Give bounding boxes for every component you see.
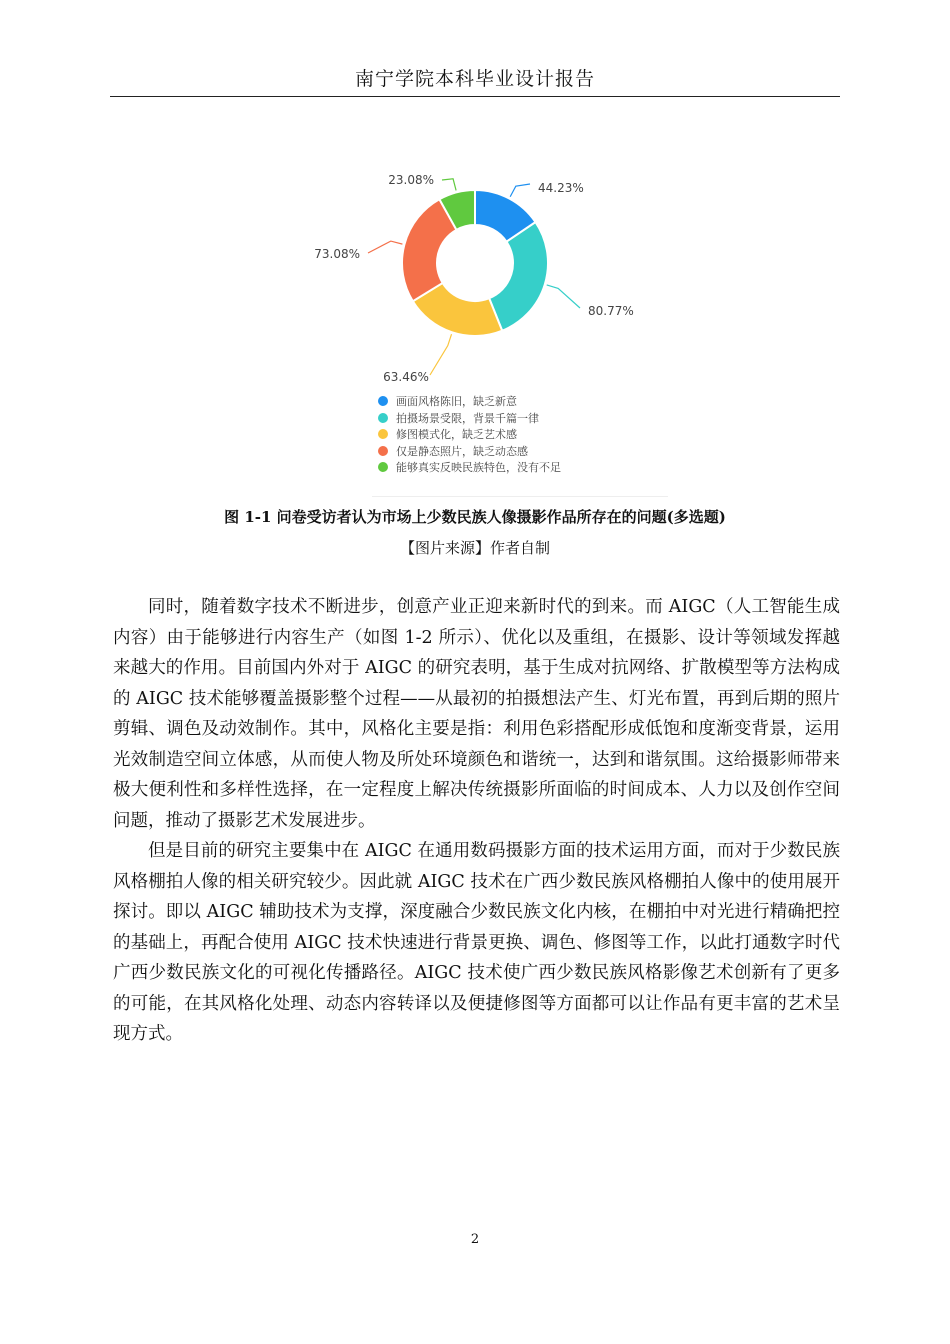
chart-legend [378,393,561,476]
figure-caption: 图 1-1 问卷受访者认为市场上少数民族人像摄影作品所存在的问题(多选题) [224,508,726,526]
legend-swatch [378,429,388,439]
data-label: 63.46% [383,370,429,384]
data-label: 23.08% [388,173,434,187]
legend-item [378,443,561,460]
legend-item [378,459,561,476]
leader-line [510,184,530,197]
figure-divider [372,496,668,497]
leader-line [368,241,402,253]
legend-swatch [378,446,388,456]
legend-swatch [378,396,388,406]
header-divider [110,96,840,97]
paragraph: 但是目前的研究主要集中在 AIGC 在通用数码摄影方面的技术运用方面，而对于少数民族风格棚拍人像的相关研究较少。因此就 AIGC 技术在广西少数民族风格棚拍人像中的使用展开探讨。即以 AIGC 辅助技术为支撑，深度融合少数民族文化内核，在棚拍中对光进行精确把控的基础上，再配合使用 AIGC 技术快速进行背景更换、调色、修图等工作，以此打通数字时代广西少数民族文化的可视化传播路径。AIGC 技术使广西少数民族风格影像艺术创新有了更多的可能，在其风格化处理、动态内容转译以及便捷修图等方面都可以让作品有更丰富的艺术呈现方式。 [113,841,840,1044]
legend-label: 修图模式化，缺乏艺术感 [396,428,517,442]
legend-swatch [378,462,388,472]
figure-source: 【图片来源】作者自制 [399,539,550,557]
legend-label: 画面风格陈旧，缺乏新意 [396,395,517,409]
data-label: 80.77% [588,304,634,318]
page-header-title: 南宁学院本科毕业设计报告 [354,68,595,90]
data-label: 73.08% [314,247,360,261]
legend-label: 能够真实反映民族特色，没有不足 [396,461,561,475]
paragraph: 同时，随着数字技术不断进步，创意产业正迎来新时代的到来。而 AIGC（人工智能生成内容）由于能够进行内容生产（如图 1-2 所示）、优化以及重组，在摄影、设计等领域发挥越来越大的作用。目前国内外对于 AIGC 的研究表明，基于生成对抗网络、扩散模型等方法构成的 AIGC 技术能够覆盖摄影整个过程——从最初的拍摄想法产生、灯光布置，再到后期的照片剪辑、调色及动效制作。其中，风格化主要是指：利用色彩搭配形成低饱和度渐变背景，运用光效制造空间立体感，从而使人物及所处环境颜色和谐统一，达到和谐氛围。这给摄影师带来极大便利性和多样性选择，在一定程度上解决传统摄影所面临的时间成本、人力以及创作空间问题，推动了摄影艺术发展进步。 [113,597,840,831]
page-number: 2 [470,1232,480,1247]
legend-label: 仅是静态照片，缺乏动态感 [396,444,528,458]
legend-label: 拍摄场景受限，背景千篇一律 [396,411,539,425]
legend-item [378,410,561,427]
legend-item [378,426,561,443]
donut-slice [489,222,548,331]
leader-line [430,334,452,375]
legend-item [378,393,561,410]
legend-swatch [378,413,388,423]
data-label: 44.23% [538,181,584,195]
leader-line [442,179,456,191]
leader-line [547,285,580,308]
body-text [113,592,840,1050]
